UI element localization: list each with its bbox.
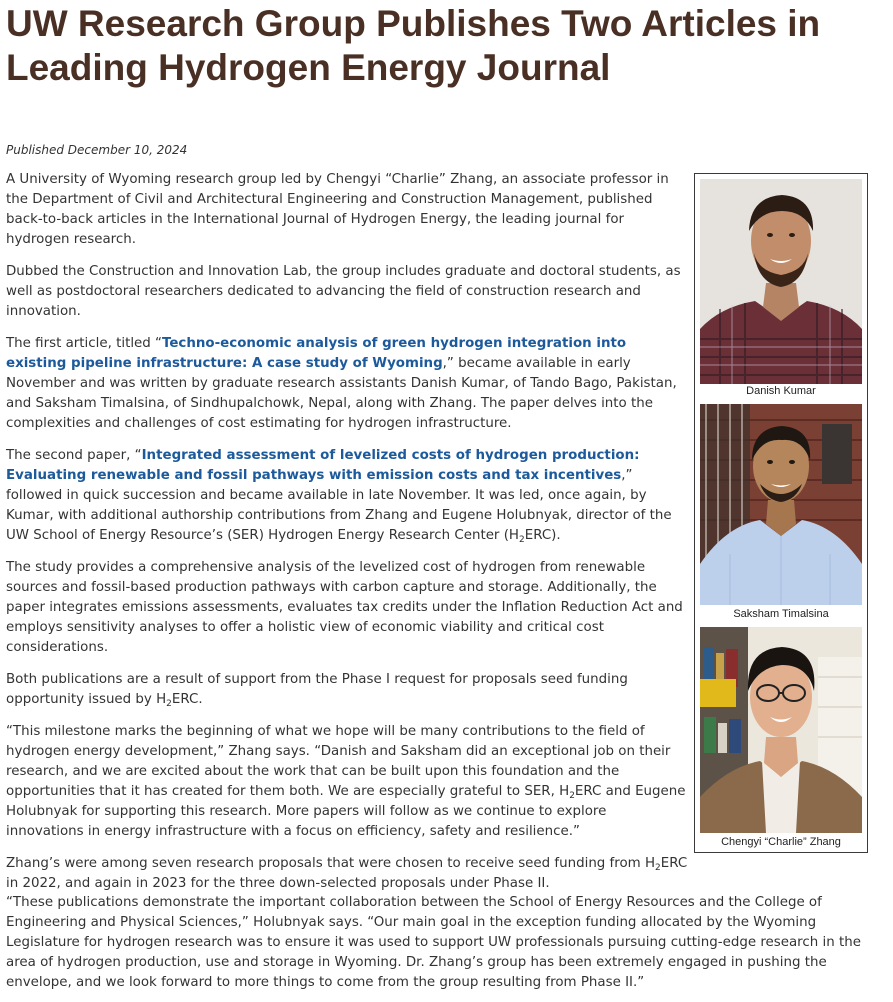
paragraph-text: The first article, titled “ bbox=[6, 336, 162, 351]
paragraph-text: The second paper, “ bbox=[6, 448, 142, 463]
photo-caption: Saksham Timalsina bbox=[733, 608, 829, 620]
published-date: Published December 10, 2024 bbox=[6, 143, 188, 157]
paragraph bbox=[6, 334, 688, 434]
subscript: 2 bbox=[569, 791, 575, 801]
closing-section bbox=[6, 893, 876, 993]
paragraph bbox=[6, 854, 688, 894]
paragraph-text: Both publications are a result of support from the Phase I request for proposals seed funding opportunity issued by H bbox=[6, 672, 628, 707]
portrait-danish-kumar bbox=[700, 179, 862, 384]
photo-caption: Danish Kumar bbox=[746, 385, 816, 397]
paragraph-text: ERC. bbox=[171, 692, 203, 707]
subscript: 2 bbox=[655, 863, 661, 873]
subscript: 2 bbox=[519, 535, 525, 545]
paragraph-text: ERC and Eugene Holubnyak for supporting this research. More papers will follow as we continue to explore innovations in energy infrastructure with a focus on efficiency, safety and resilience.” bbox=[6, 784, 686, 839]
portrait-saksham-timalsina bbox=[700, 404, 862, 605]
subscript: 2 bbox=[166, 699, 172, 709]
second-article-link[interactable]: Integrated assessment of levelized costs of hydrogen production: Evaluating renewable and fossil pathways with emission costs and tax incentives bbox=[6, 448, 640, 483]
paragraph bbox=[6, 670, 688, 710]
paragraph-text: ,” followed in quick succession and became available in late November. It was led, once again, by Kumar, with additional authorship contributions from Zhang and Eugene Holubnyak, director of the UW School of Energy Resource’s (SER) Hydrogen Energy Research Center (H bbox=[6, 468, 672, 543]
paragraph: “These publications demonstrate the important collaboration between the School of Energy Resources and the College of Engineering and Physical Sciences,” Holubnyak says. “Our main goal in the exception funding allocated by the Wyoming Legislature for hydrogen research was to ensure it was used to support UW professionals pursuing cutting-edge research in the area of hydrogen production, use and storage in Wyoming. Dr. Zhang’s group has been extremely engaged in pushing the envelope, and we look forward to more things to come from the group resulting from Phase II.” bbox=[6, 895, 861, 990]
paragraph-text: Zhang’s were among seven research proposals that were chosen to receive seed funding from H bbox=[6, 856, 656, 871]
paragraph-text: ERC in 2022, and again in 2023 for the three down-selected proposals under Phase II. bbox=[6, 856, 688, 891]
paragraph-text: ERC). bbox=[524, 528, 561, 543]
first-article-link[interactable]: Techno-economic analysis of green hydrogen integration into existing pipeline infrastructure: A case study of Wyoming bbox=[6, 336, 627, 371]
paragraph bbox=[6, 446, 688, 546]
portrait-chengyi-zhang bbox=[700, 627, 862, 833]
paragraph-text: “This milestone marks the beginning of what we hope will be many contributions to the field of hydrogen energy development,” Zhang says. “Danish and Saksham did an exceptional job on their research, and we are excited about the work that can be built upon this foundation and the opportunities that it has created for them both. We are especially grateful to SER, H bbox=[6, 724, 671, 799]
article-body bbox=[6, 170, 688, 906]
photo-sidebar bbox=[694, 173, 868, 853]
paragraph: The study provides a comprehensive analysis of the levelized cost of hydrogen from renewable sources and fossil-based production pathways with carbon capture and storage. Additionally, the paper integrates emissions assessments, evaluates tax credits under the Inflation Reduction Act and employs sensitivity analyses to offer a holistic view of economic viability and critical cost considerations. bbox=[6, 560, 683, 655]
paragraph: A University of Wyoming research group led by Chengyi “Charlie” Zhang, an associate professor in the Department of Civil and Architectural Engineering and Construction Management, published back-to-back articles in the International Journal of Hydrogen Energy, the leading journal for hydrogen research. bbox=[6, 172, 669, 247]
paragraph bbox=[6, 722, 688, 842]
page-title: UW Research Group Publishes Two Articles in Leading Hydrogen Energy Journal bbox=[6, 3, 821, 88]
paragraph: Dubbed the Construction and Innovation Lab, the group includes graduate and doctoral students, as well as postdoctoral researchers dedicated to advancing the field of construction research and innovation. bbox=[6, 264, 681, 319]
photo-caption: Chengyi “Charlie” Zhang bbox=[721, 836, 841, 848]
paragraph-text: ,” became available in early November and was written by graduate research assistants Danish Kumar, of Tando Bago, Pakistan, and Saksham Timalsina, of Sindhupalchowk, Nepal, along with Zhang. The paper delves into the complexities and challenges of cost estimating for hydrogen infrastructure. bbox=[6, 356, 677, 431]
